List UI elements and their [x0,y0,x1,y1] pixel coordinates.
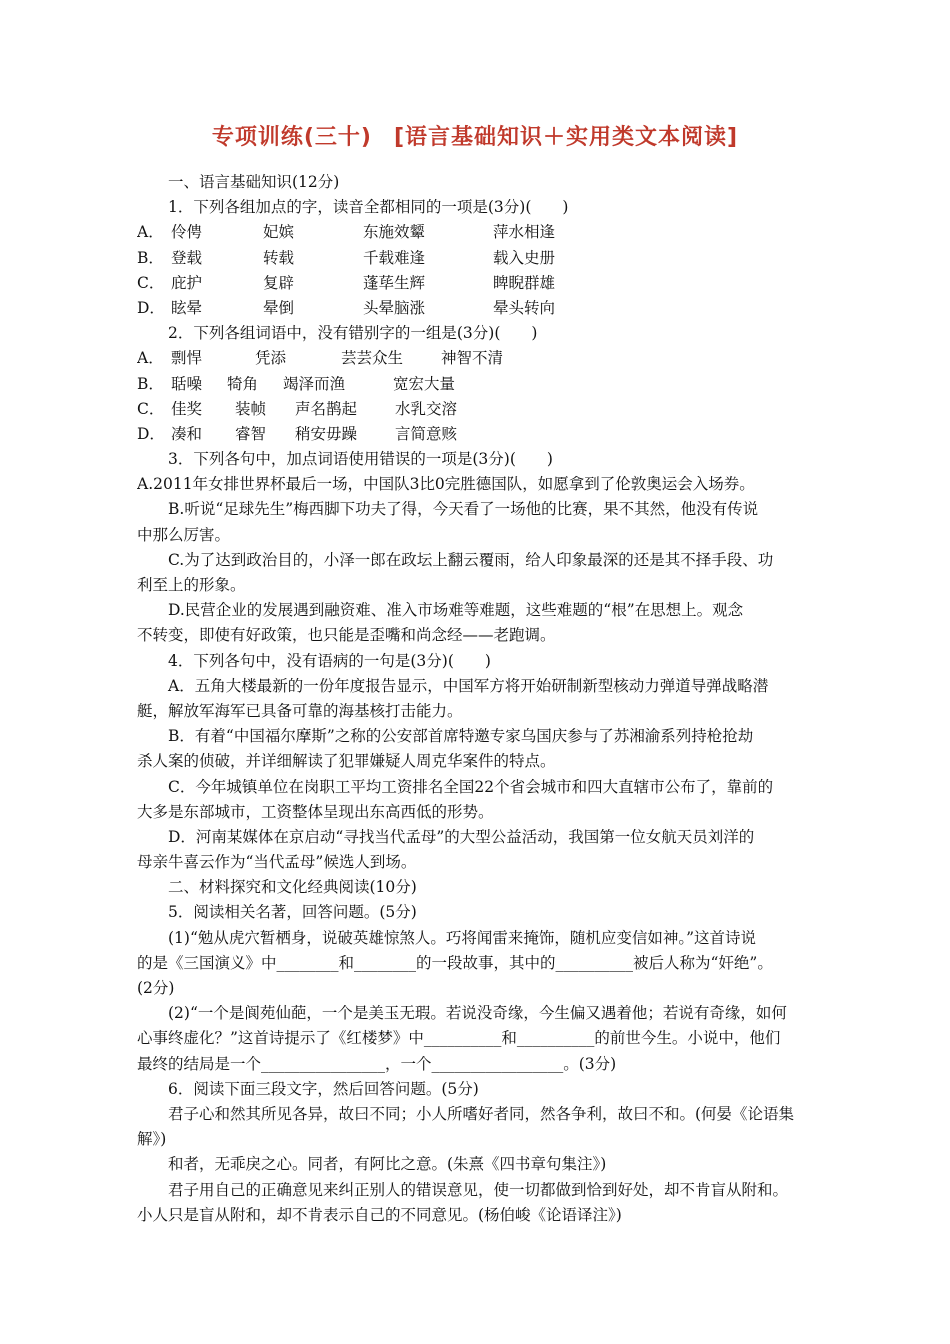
paragraph-line: 小人只是盲从附和，却不肯表示自己的不同意见。(杨伯峻《论语译注》) [137,1205,622,1224]
answer-option-cont: 杀人案的侦破，并详细解读了犯罪嫌疑人周克华案件的特点。 [137,752,556,771]
question-stem: 4．下列各句中，没有语病的一句是(3分)( ) [168,651,491,670]
title-sub: [语言基础知识＋实用类文本阅读] [394,125,739,150]
page-title [0,120,950,151]
question-stem: 6．阅读下面三段文字，然后回答问题。(5分) [168,1079,479,1098]
option-row: B． 聒噪 犄角 竭泽而渔 宽宏大量 [137,374,456,393]
paragraph-line: 君子用自己的正确意见来纠正别人的错误意见，使一切都做到恰到好处，却不肯盲从附和。 [168,1180,789,1199]
answer-option: B.听说“足球先生”梅西脚下功夫了得，今天看了一场他的比赛，果不其然，他没有传说 [168,500,759,519]
paragraph-line: (2)“一个是阆苑仙葩，一个是美玉无瑕。若说没奇缘，今生偏又遇着他；若说有奇缘，如何 [168,1004,787,1023]
question-stem: 2．下列各组词语中，没有错别字的一组是(3分)( ) [168,324,538,343]
option-row: D． 眩晕 晕倒 头晕脑涨 晕头转向 [137,298,556,317]
answer-option-cont: 不转变，即使有好政策，也只能是歪嘴和尚念经——老跑调。 [137,626,556,645]
option-row: D． 凑和 睿智 稍安毋躁 言简意赅 [137,424,458,443]
paragraph-line: 解》) [137,1130,167,1149]
answer-option-cont: 母亲牛喜云作为“当代孟母”候选人到场。 [137,853,417,872]
answer-option-cont: 利至上的形象。 [137,576,246,594]
option-row: A． 剽悍 凭添 芸芸众生 神智不清 [137,349,504,368]
answer-option: A.2011年女排世界杯最后一场，中国队3比0完胜德国队，如愿拿到了伦敦奥运会入场券。 [137,475,755,494]
paragraph-line: 最终的结局是一个________________，一个_________________。(3分) [137,1054,617,1073]
question-stem: 3．下列各句中，加点词语使用错误的一项是(3分)( ) [168,450,553,469]
paragraph-line: (2分) [137,979,175,997]
section-heading: 二、材料探究和文化经典阅读(10分) [168,878,417,897]
answer-option: C．今年城镇单位在岗职工平均工资排名全国22个省会城市和四大直辖市公布了，靠前的 [168,777,774,796]
question-stem: 1．下列各组加点的字，读音全都相同的一项是(3分)( ) [168,198,569,217]
answer-option: D．河南某媒体在京启动“寻找当代孟母”的大型公益活动，我国第一位女航天员刘洋的 [168,827,755,846]
paragraph-line: 心事终虚化？”这首诗提示了《红楼梦》中__________和__________的前世今生。小说中，他们 [137,1029,781,1048]
option-row: C． 佳奖 装帧 声名鹊起 水乳交溶 [137,399,458,418]
paragraph-line: 君子心和然其所见各异，故曰不同；小人所嗜好者同，然各争利，故曰不和。(何晏《论语集 [168,1104,795,1123]
option-row: B． 登载 转载 千载难逢 载入史册 [137,248,556,267]
document-body [137,170,815,1228]
option-row: A． 伶俜 妃嫔 东施效颦 萍水相逢 [137,223,556,242]
option-row: C． 庇护 复辟 蓬荜生辉 睥睨群雄 [137,273,556,292]
answer-option-cont: 艇，解放军海军已具备可靠的海基核打击能力。 [137,701,463,720]
answer-option-cont: 大多是东部城市，工资整体呈现出东高西低的形势。 [137,802,494,821]
answer-option-cont: 中那么厉害。 [137,525,231,544]
section-heading: 一、语言基础知识(12分) [168,173,340,191]
paragraph-line: 的是《三国演义》中________和________的一段故事，其中的__________被后人称为“奸绝”。 [137,953,773,972]
answer-option: B．有着“中国福尔摩斯”之称的公安部首席特邀专家乌国庆参与了苏湘渝系列持枪抢劫 [168,727,754,746]
question-stem: 5．阅读相关名著，回答问题。(5分) [168,903,417,922]
paragraph-line: 和者，无乖戾之心。同者，有阿比之意。(朱熹《四书章句集注》) [168,1155,607,1174]
answer-option: A．五角大楼最新的一份年度报告显示，中国军方将开始研制新型核动力弹道导弹战略潜 [168,676,769,695]
answer-option: D.民营企业的发展遇到融资难、准入市场难等难题，这些难题的“根”在思想上。观念 [168,601,744,620]
paragraph-line: (1)“勉从虎穴暂栖身，说破英雄惊煞人。巧将闻雷来掩饰，随机应变信如神。”这首诗说 [168,928,757,947]
answer-option: C.为了达到政治目的，小泽一郎在政坛上翻云覆雨，给人印象最深的还是其不择手段、功 [168,550,774,569]
title-main: 专项训练(三十) [211,125,372,150]
